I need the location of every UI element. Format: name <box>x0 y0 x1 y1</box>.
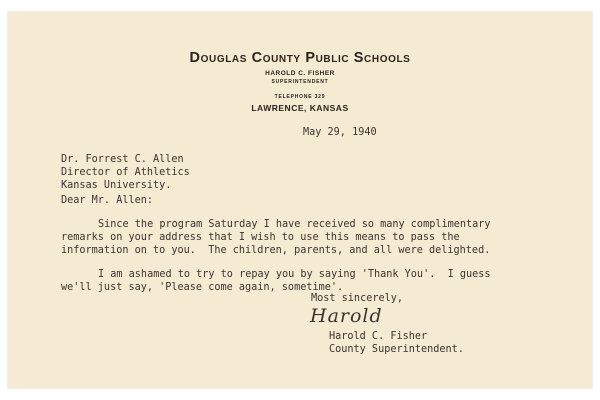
letter-sheet <box>8 12 592 388</box>
paragraph-2-line-2: we'll just say, 'Please come again, sometime'. <box>61 282 344 293</box>
handwritten-signature: Harold <box>310 305 383 327</box>
paragraph-1-line-3: information on to you. The children, parents, and all were delighted. <box>61 245 491 256</box>
recipient-line-1: Dr. Forrest C. Allen <box>61 154 184 165</box>
recipient-line-2: Director of Athletics <box>61 167 190 178</box>
recipient-line-3: Kansas University. <box>61 180 172 191</box>
letterhead-phone: TELEPHONE 329 <box>274 94 326 100</box>
closing: Most sincerely, <box>311 293 404 304</box>
letter-date: May 29, 1940 <box>303 127 377 138</box>
paragraph-2-line-1: I am ashamed to try to repay you by saying 'Thank You'. I guess <box>98 269 491 280</box>
paragraph-1-line-1: Since the program Saturday I have received so many complimentary <box>98 219 491 230</box>
letterhead-title-text: Douglas County Public Schools <box>189 50 411 66</box>
signer-title: County Superintendent. <box>329 344 464 355</box>
letterhead-title <box>8 50 592 66</box>
paragraph-1-line-2: remarks on your address that I wish to use this means to pass the <box>61 232 460 243</box>
salutation: Dear Mr. Allen: <box>61 195 154 206</box>
letterhead-role: SUPERINTENDENT <box>271 79 329 85</box>
letterhead-name: HAROLD C. FISHER <box>265 70 335 77</box>
signer-name: Harold C. Fisher <box>329 331 428 342</box>
letterhead-city: LAWRENCE, KANSAS <box>251 103 349 113</box>
